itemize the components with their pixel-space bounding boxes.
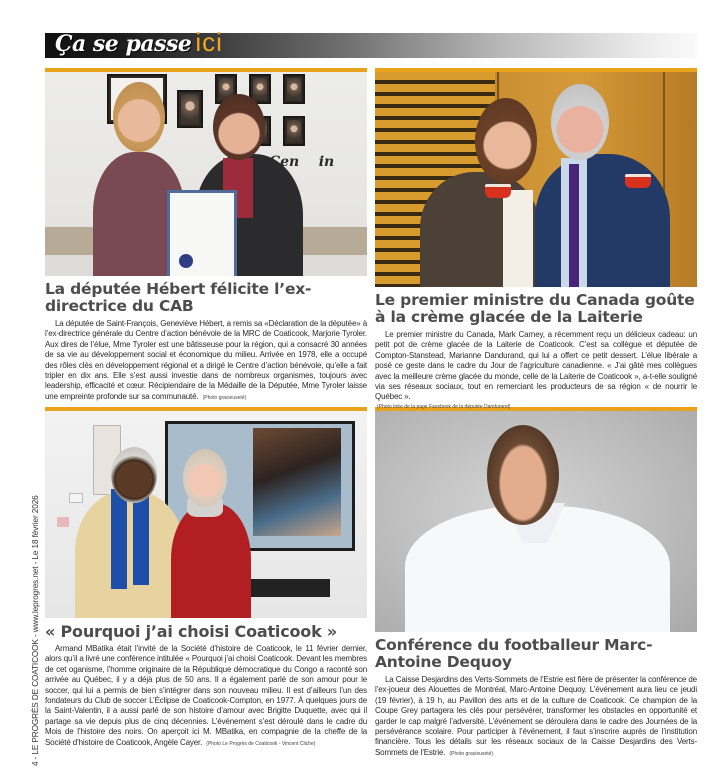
article-headline: La députée Hébert félicite l’ex-directrice du CAB: [45, 280, 312, 315]
section-title-accent: ici: [195, 27, 223, 57]
article-carney: [375, 68, 697, 411]
article-body: [45, 319, 367, 403]
article-photo: [375, 407, 697, 632]
article-headline: Le premier ministre du Canada goûte à la crème glacée de la Laiterie: [375, 291, 695, 326]
article-dequoy: [375, 407, 697, 759]
article-body: [375, 675, 697, 759]
article-headline: « Pourquoi j’ai choisi Coaticook »: [45, 622, 338, 641]
photo-credit: (Photo Le Progrès de Coaticook - Vincent Cliche): [206, 740, 316, 747]
section-title-script: Ça se passe: [55, 31, 192, 57]
article-body-text: La députée de Saint-François, Geneviève Hébert, a remis sa «Déclaration de la députée» à l’ex-directrice générale du Centre d’action bénévole de la MRC de Coaticook, Marjorie Tyroler. Aux dires de l’élue, Mme Tyroler est une bâtisseuse pour la région, qui a consacré 30 années de sa vie au développement social et économique du milieu. Arrivée en 1978, elle a occupé des rôles clés en développement régional et a dirigé le Centre d’action bénévole, qu’elle a fait tripler en dix ans. Elle s’est aussi investie dans de nombreux organismes, toujours avec leadership, efficacité et cœur. Récipiendaire de la Médaille de la Députée, Mme Tyroler laisse une empreinte profonde sur sa communauté.: [45, 319, 367, 401]
article-mbatika: [45, 407, 367, 749]
wall-lettering: Cen in: [269, 154, 335, 170]
article-body: [45, 644, 367, 749]
article-body-text: Le premier ministre du Canada, Mark Carney, a récemment reçu un délicieux cadeau: un petit pot de crème glacée de la Laiterie de Coaticook. C’est sa collègue et députée de Compton-Stanstead, Marianne Dandurand, qui lui a offert ce petit dessert. L’élue libérale a posé ce geste dans le cadre du Jour de l’agriculture canadienne. « J’ai gâté mes collègues avec la meilleure crème glacée du monde, celle de la Laiterie de Coaticook », a-t-elle souligné via ses réseaux sociaux, tout en remerciant les producteurs de sa région « de nourrir le Québec ».: [375, 330, 697, 402]
ice-cream-cup: [485, 184, 511, 198]
photo-credit: (Photo gracieuseté): [202, 394, 247, 401]
photo-credit: (Photo gracieuseté): [449, 750, 494, 757]
article-photo: [45, 68, 367, 276]
article-body: [375, 330, 697, 403]
article-headline: Conférence du footballeur Marc-Antoine Dequoy: [375, 636, 653, 671]
section-title: [55, 27, 223, 57]
article-photo: [45, 407, 367, 618]
article-body-text: La Caisse Desjardins des Verts-Sommets de l’Estrie est fière de présenter la conférence de l’ex-joueur des Alouettes de Montréal, Marc-Antoine Dequoy. L’événement aura lieu ce jeudi (19 février), à 19 h, au Pavillon des arts et de la culture de Coaticook. Ce champion de la Coupe Grey partagera les clés pour persévérer, transformer les obstacles en opportunité et garder le cap malgré l’adversité. L’événement se déroulera dans le cadre des Journées de la persévérance scolaire. Pour participer à l’événement, il faut s’inscrire auprès de l’institution financière. Tous les détails sur les réseaux sociaux de la Caisse Desjardins des Verts-Sommets de l’Estrie.: [375, 675, 697, 757]
section-banner: [45, 27, 697, 58]
article-hebert: [45, 68, 367, 403]
ice-cream-cup: [625, 174, 651, 188]
article-photo: [375, 68, 697, 287]
article-body-text: Armand MBatika était l’invité de la Société d’histoire de Coaticook, le 11 février dernier, alors qu’il a livré une conférence intitulée « Pourquoi j’ai choisi Coaticook. Devant les membres de cet oganisme, l’homme originaire de la République démocratique du Congo a raconté son arrivée au Québec, il y a déjà plus de 50 ans. Il a également parlé de son amour pour le soccer, qui lui a permis de bien s’intégrer dans son nouveau milieu. Il est d’ailleurs l’un des fondateurs du Club de soccer L’Éclipse de Coaticook-Compton, en 1977. À quelques jours de la Saint-Valentin, il a aussi parlé de son histoire d’amour avec Brigitte Duquette, avec qui il partage sa vie depuis plus de cinq décennies. L’événement s’est déroulé dans le cadre du Mois de l’histoire des noirs. On aperçoit ici M. MBatika, en compagnie de la cheffe de la Société d’histoire de Coaticook, Angèle Cayer.: [45, 644, 367, 747]
page-folio: 4 - LE PROGRÈS DE COATICOOK - www.leprogres.net - Le 18 février 2026: [31, 495, 40, 766]
photo-credit: (Photo tirée de la page Facebook de la députée Dandurand): [377, 403, 511, 410]
